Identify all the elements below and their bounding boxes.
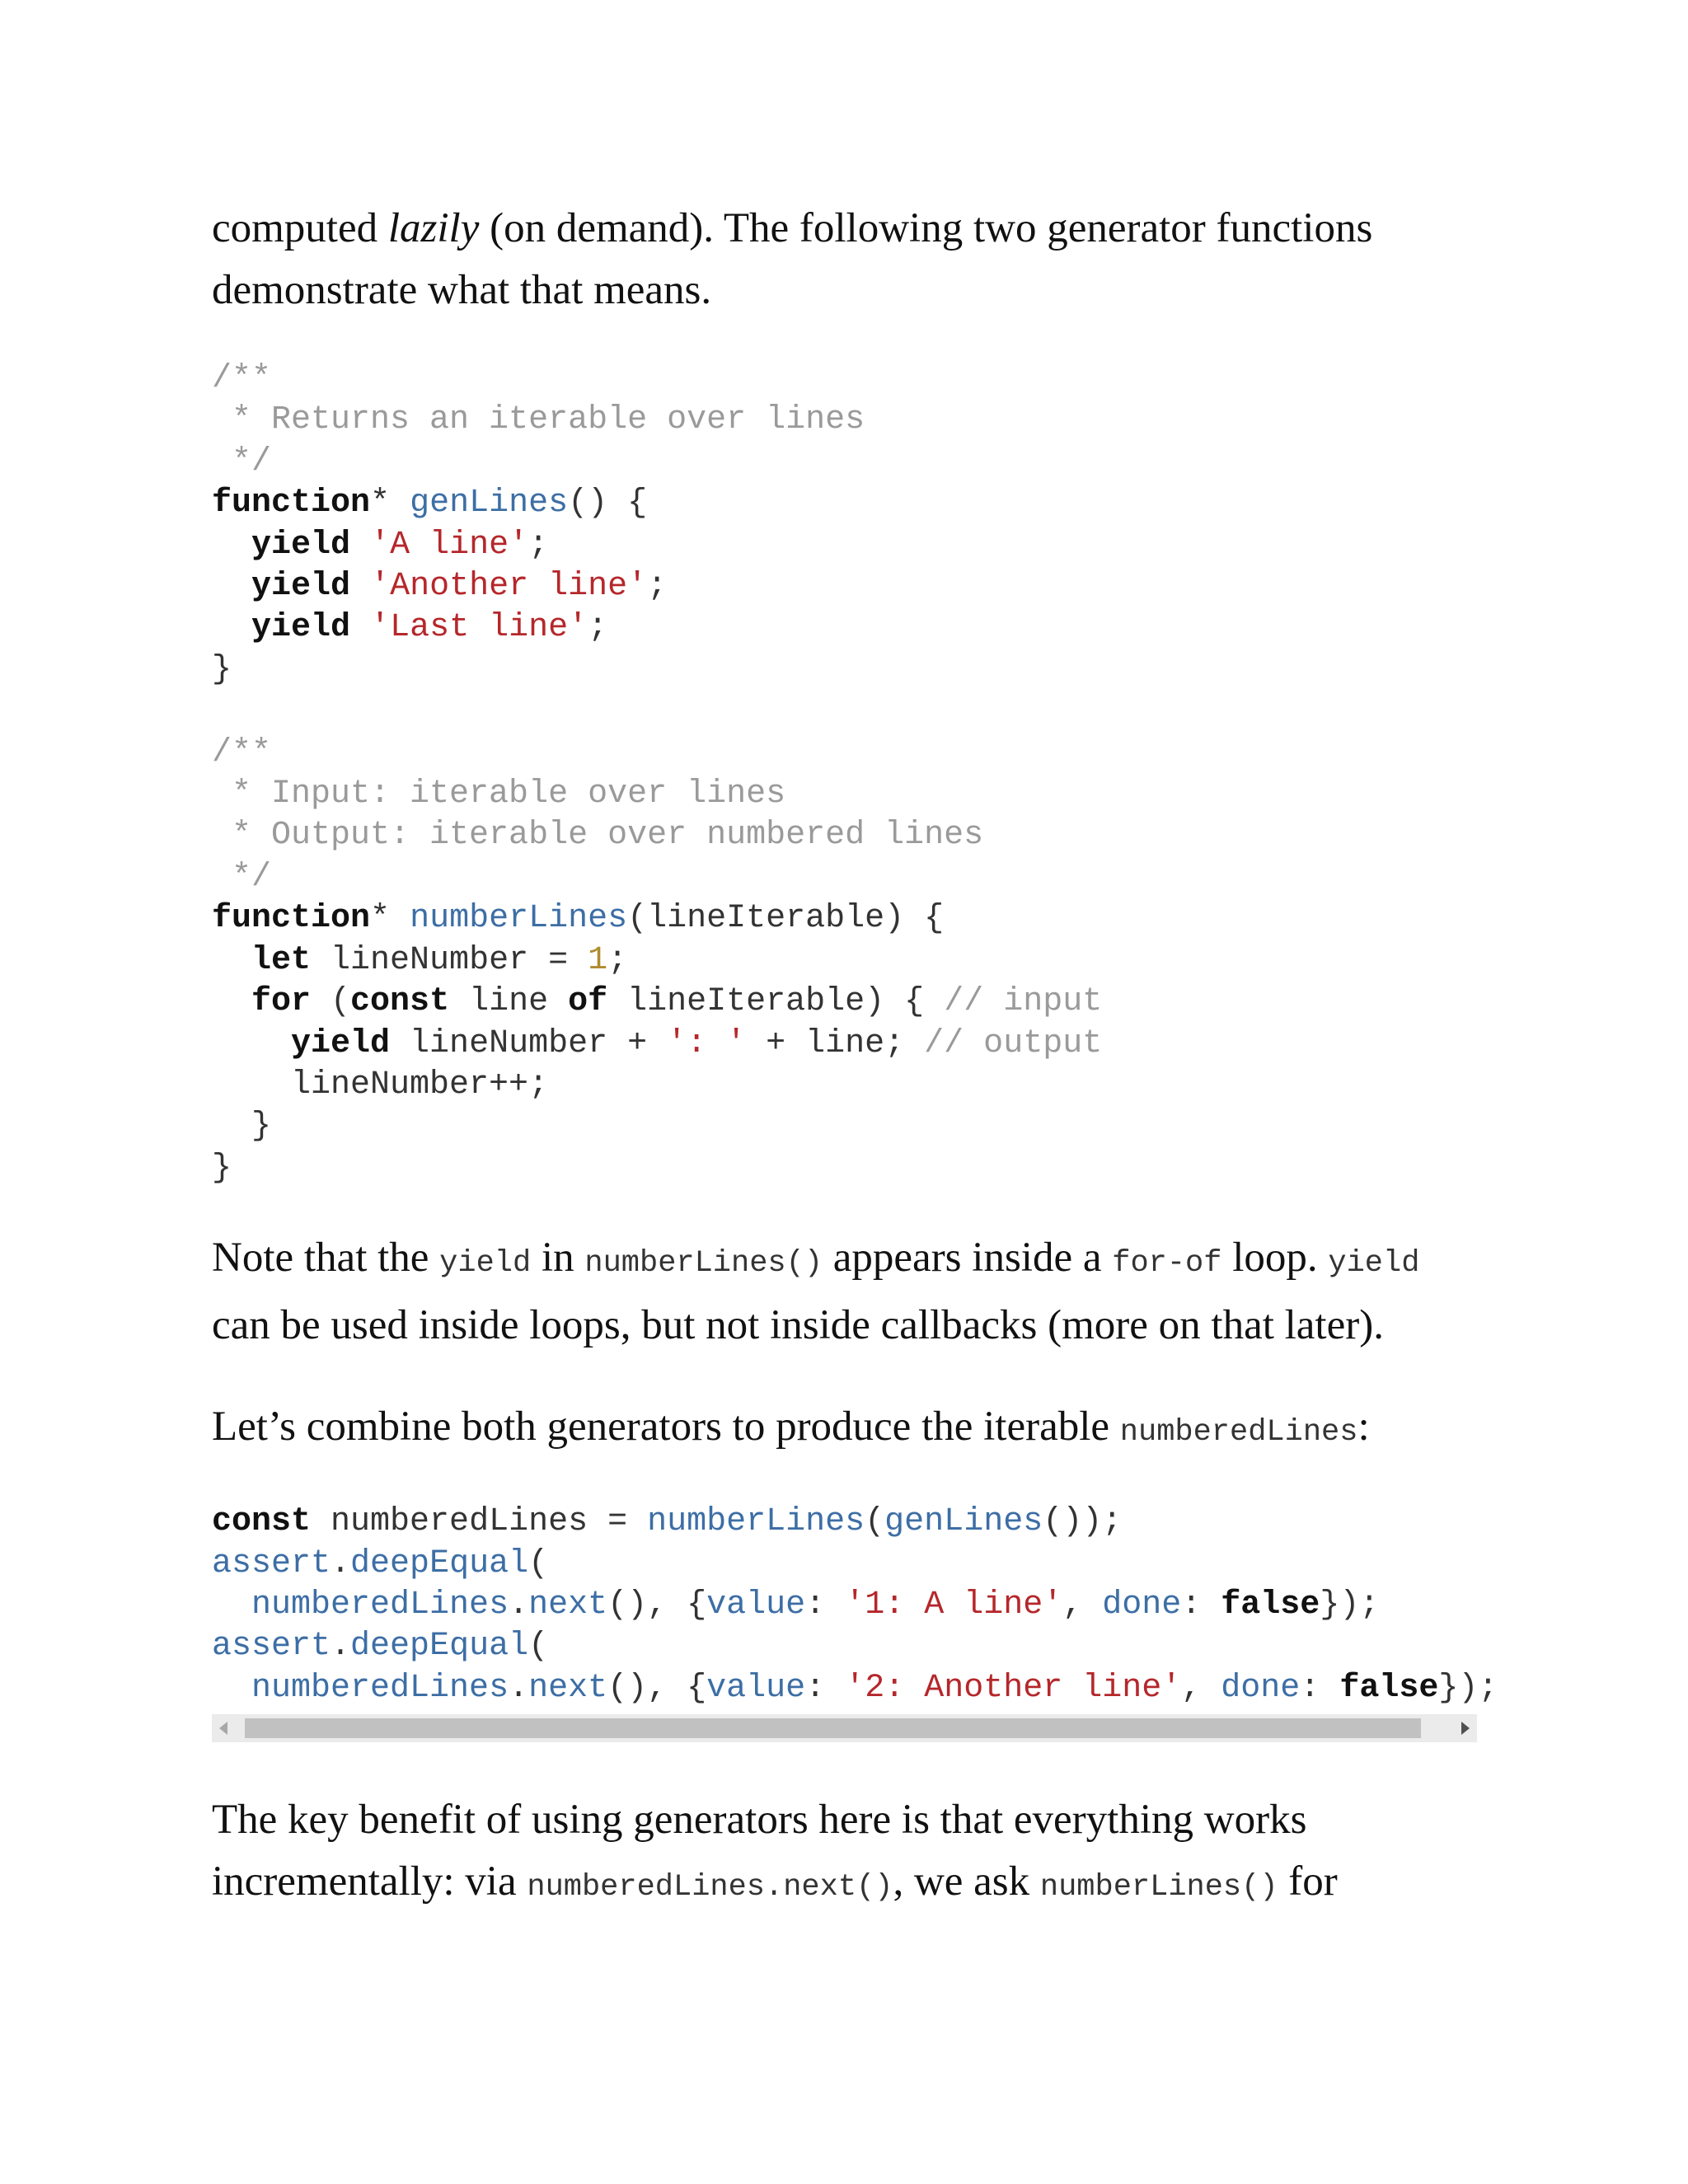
code-number: 1 xyxy=(588,941,608,979)
code-keyword: const xyxy=(350,983,450,1021)
text: (on demand). The following two generator functions demonstrate what that means. xyxy=(212,205,1373,313)
code-text: . xyxy=(331,1544,351,1582)
code-text: . xyxy=(331,1628,351,1666)
code-string: '1: A line' xyxy=(845,1586,1063,1624)
code-text: } xyxy=(212,650,232,688)
code-text: : xyxy=(1300,1669,1340,1707)
code-text: line xyxy=(449,983,569,1021)
code-function-name: genLines xyxy=(410,485,569,523)
code-string: 'Last line' xyxy=(370,609,588,647)
code-block-genlines xyxy=(212,359,1477,1189)
code-function-name: numberLines xyxy=(410,900,628,938)
inline-code: numberLines() xyxy=(1039,1870,1278,1905)
text: can be used inside loops, but not inside callbacks (more on that later). xyxy=(212,1302,1384,1349)
code-text: ( xyxy=(311,983,351,1021)
code-property: value xyxy=(706,1586,806,1624)
code-comment: * Output: iterable over numbered lines xyxy=(212,817,984,855)
code-keyword: false xyxy=(1339,1669,1439,1707)
code-text: lineNumber++; xyxy=(291,1066,549,1104)
paragraph-key-benefit xyxy=(212,1789,1477,1919)
code-property: value xyxy=(706,1669,806,1707)
code-keyword: function xyxy=(212,900,371,938)
scroll-left-arrow[interactable] xyxy=(212,1714,235,1742)
code-keyword: let xyxy=(251,941,312,979)
paragraph-note-yield xyxy=(212,1227,1477,1357)
code-text: (), { xyxy=(607,1586,707,1624)
paragraph-intro xyxy=(212,198,1477,321)
code-string: ': ' xyxy=(667,1024,747,1062)
code-text: ; xyxy=(588,609,608,647)
inline-code: numberedLines.next() xyxy=(527,1870,893,1905)
code-text: * xyxy=(370,900,391,938)
code-comment: // output xyxy=(924,1024,1103,1062)
code-text: }); xyxy=(1438,1669,1498,1707)
code-text: * xyxy=(370,485,391,523)
code-function-name: numberedLines xyxy=(251,1669,509,1707)
arrow-right-icon xyxy=(1461,1722,1470,1735)
text: for xyxy=(1278,1858,1338,1905)
code-function-name: genLines xyxy=(884,1503,1043,1541)
code-string: '2: Another line' xyxy=(845,1669,1182,1707)
code-function-name: next xyxy=(528,1669,608,1707)
code-function-name: assert xyxy=(212,1628,331,1666)
code-comment: */ xyxy=(212,858,272,896)
code-text: ; xyxy=(647,568,668,606)
code-function-name: numberedLines xyxy=(251,1586,509,1624)
text: computed xyxy=(212,205,388,251)
inline-code: numberedLines xyxy=(1119,1415,1358,1451)
code-comment: /** xyxy=(212,360,272,397)
code-keyword: of xyxy=(568,983,608,1021)
code-keyword: yield xyxy=(251,609,351,647)
text: appears inside a xyxy=(823,1235,1113,1282)
code-function-name: assert xyxy=(212,1544,331,1582)
inline-code: yield xyxy=(1328,1246,1420,1282)
code-text: () { xyxy=(568,485,648,523)
text: , we ask xyxy=(893,1858,1040,1905)
code-keyword: yield xyxy=(251,526,351,564)
inline-code: yield xyxy=(439,1246,532,1282)
code-keyword: yield xyxy=(251,568,351,606)
text: in xyxy=(531,1235,585,1282)
code-keyword: yield xyxy=(291,1024,391,1062)
code-text: ( xyxy=(865,1503,885,1541)
code-text: : xyxy=(1181,1586,1221,1624)
code-comment: */ xyxy=(212,443,272,480)
horizontal-scrollbar[interactable] xyxy=(212,1714,1477,1742)
code-text: . xyxy=(509,1669,529,1707)
code-text: ( xyxy=(528,1628,549,1666)
code-block-numberedlines-content xyxy=(212,1502,1498,1709)
code-property: done xyxy=(1102,1586,1182,1624)
code-text: : xyxy=(805,1586,846,1624)
emphasis-lazily: lazily xyxy=(387,205,480,251)
code-keyword: false xyxy=(1221,1586,1320,1624)
code-keyword: function xyxy=(212,485,371,523)
code-string: 'A line' xyxy=(370,526,529,564)
code-keyword: const xyxy=(212,1503,312,1541)
code-text: } xyxy=(212,1149,232,1187)
text: The key benefit of using generators here is that everything works incrementally: via xyxy=(212,1797,1307,1905)
code-text: : xyxy=(805,1669,846,1707)
inline-code: for-of xyxy=(1112,1246,1222,1282)
text: Note that the xyxy=(212,1235,440,1282)
code-string: 'Another line' xyxy=(370,568,648,606)
code-text: , xyxy=(1181,1669,1221,1707)
code-keyword: for xyxy=(251,983,312,1021)
code-text: . xyxy=(509,1586,529,1624)
code-block-numberedlines[interactable] xyxy=(212,1502,1498,1709)
code-text: }); xyxy=(1320,1586,1380,1624)
code-text: lineNumber + xyxy=(390,1024,668,1062)
page-content xyxy=(212,198,1498,1919)
code-comment: // input xyxy=(944,983,1103,1021)
code-comment: * Input: iterable over lines xyxy=(212,776,786,813)
code-function-name: deepEqual xyxy=(350,1628,529,1666)
code-text: lineNumber = xyxy=(311,941,588,979)
inline-code: numberLines() xyxy=(584,1246,823,1282)
code-text: lineIterable) { xyxy=(607,983,945,1021)
text: : xyxy=(1357,1404,1370,1451)
code-text: , xyxy=(1062,1586,1103,1624)
code-property: done xyxy=(1221,1669,1301,1707)
code-text: + line; xyxy=(746,1024,925,1062)
code-comment: /** xyxy=(212,733,272,771)
paragraph-combine xyxy=(212,1396,1477,1464)
text: loop. xyxy=(1221,1235,1329,1282)
code-text: (lineIterable) { xyxy=(627,900,945,938)
code-text: ()); xyxy=(1043,1503,1123,1541)
code-text: } xyxy=(251,1108,272,1146)
arrow-left-icon xyxy=(219,1722,227,1735)
code-function-name: numberLines xyxy=(647,1503,865,1541)
code-comment: * Returns an iterable over lines xyxy=(212,401,865,439)
code-text: ; xyxy=(607,941,628,979)
code-text: ( xyxy=(528,1544,549,1582)
text: Let’s combine both generators to produce the iterable xyxy=(212,1404,1120,1451)
code-text: (), { xyxy=(607,1669,707,1707)
code-text: numberedLines = xyxy=(311,1503,648,1541)
scrollbar-thumb[interactable] xyxy=(245,1718,1421,1738)
code-text: ; xyxy=(528,526,549,564)
code-function-name: next xyxy=(528,1586,608,1624)
scroll-right-arrow[interactable] xyxy=(1454,1714,1477,1742)
code-function-name: deepEqual xyxy=(350,1544,529,1582)
